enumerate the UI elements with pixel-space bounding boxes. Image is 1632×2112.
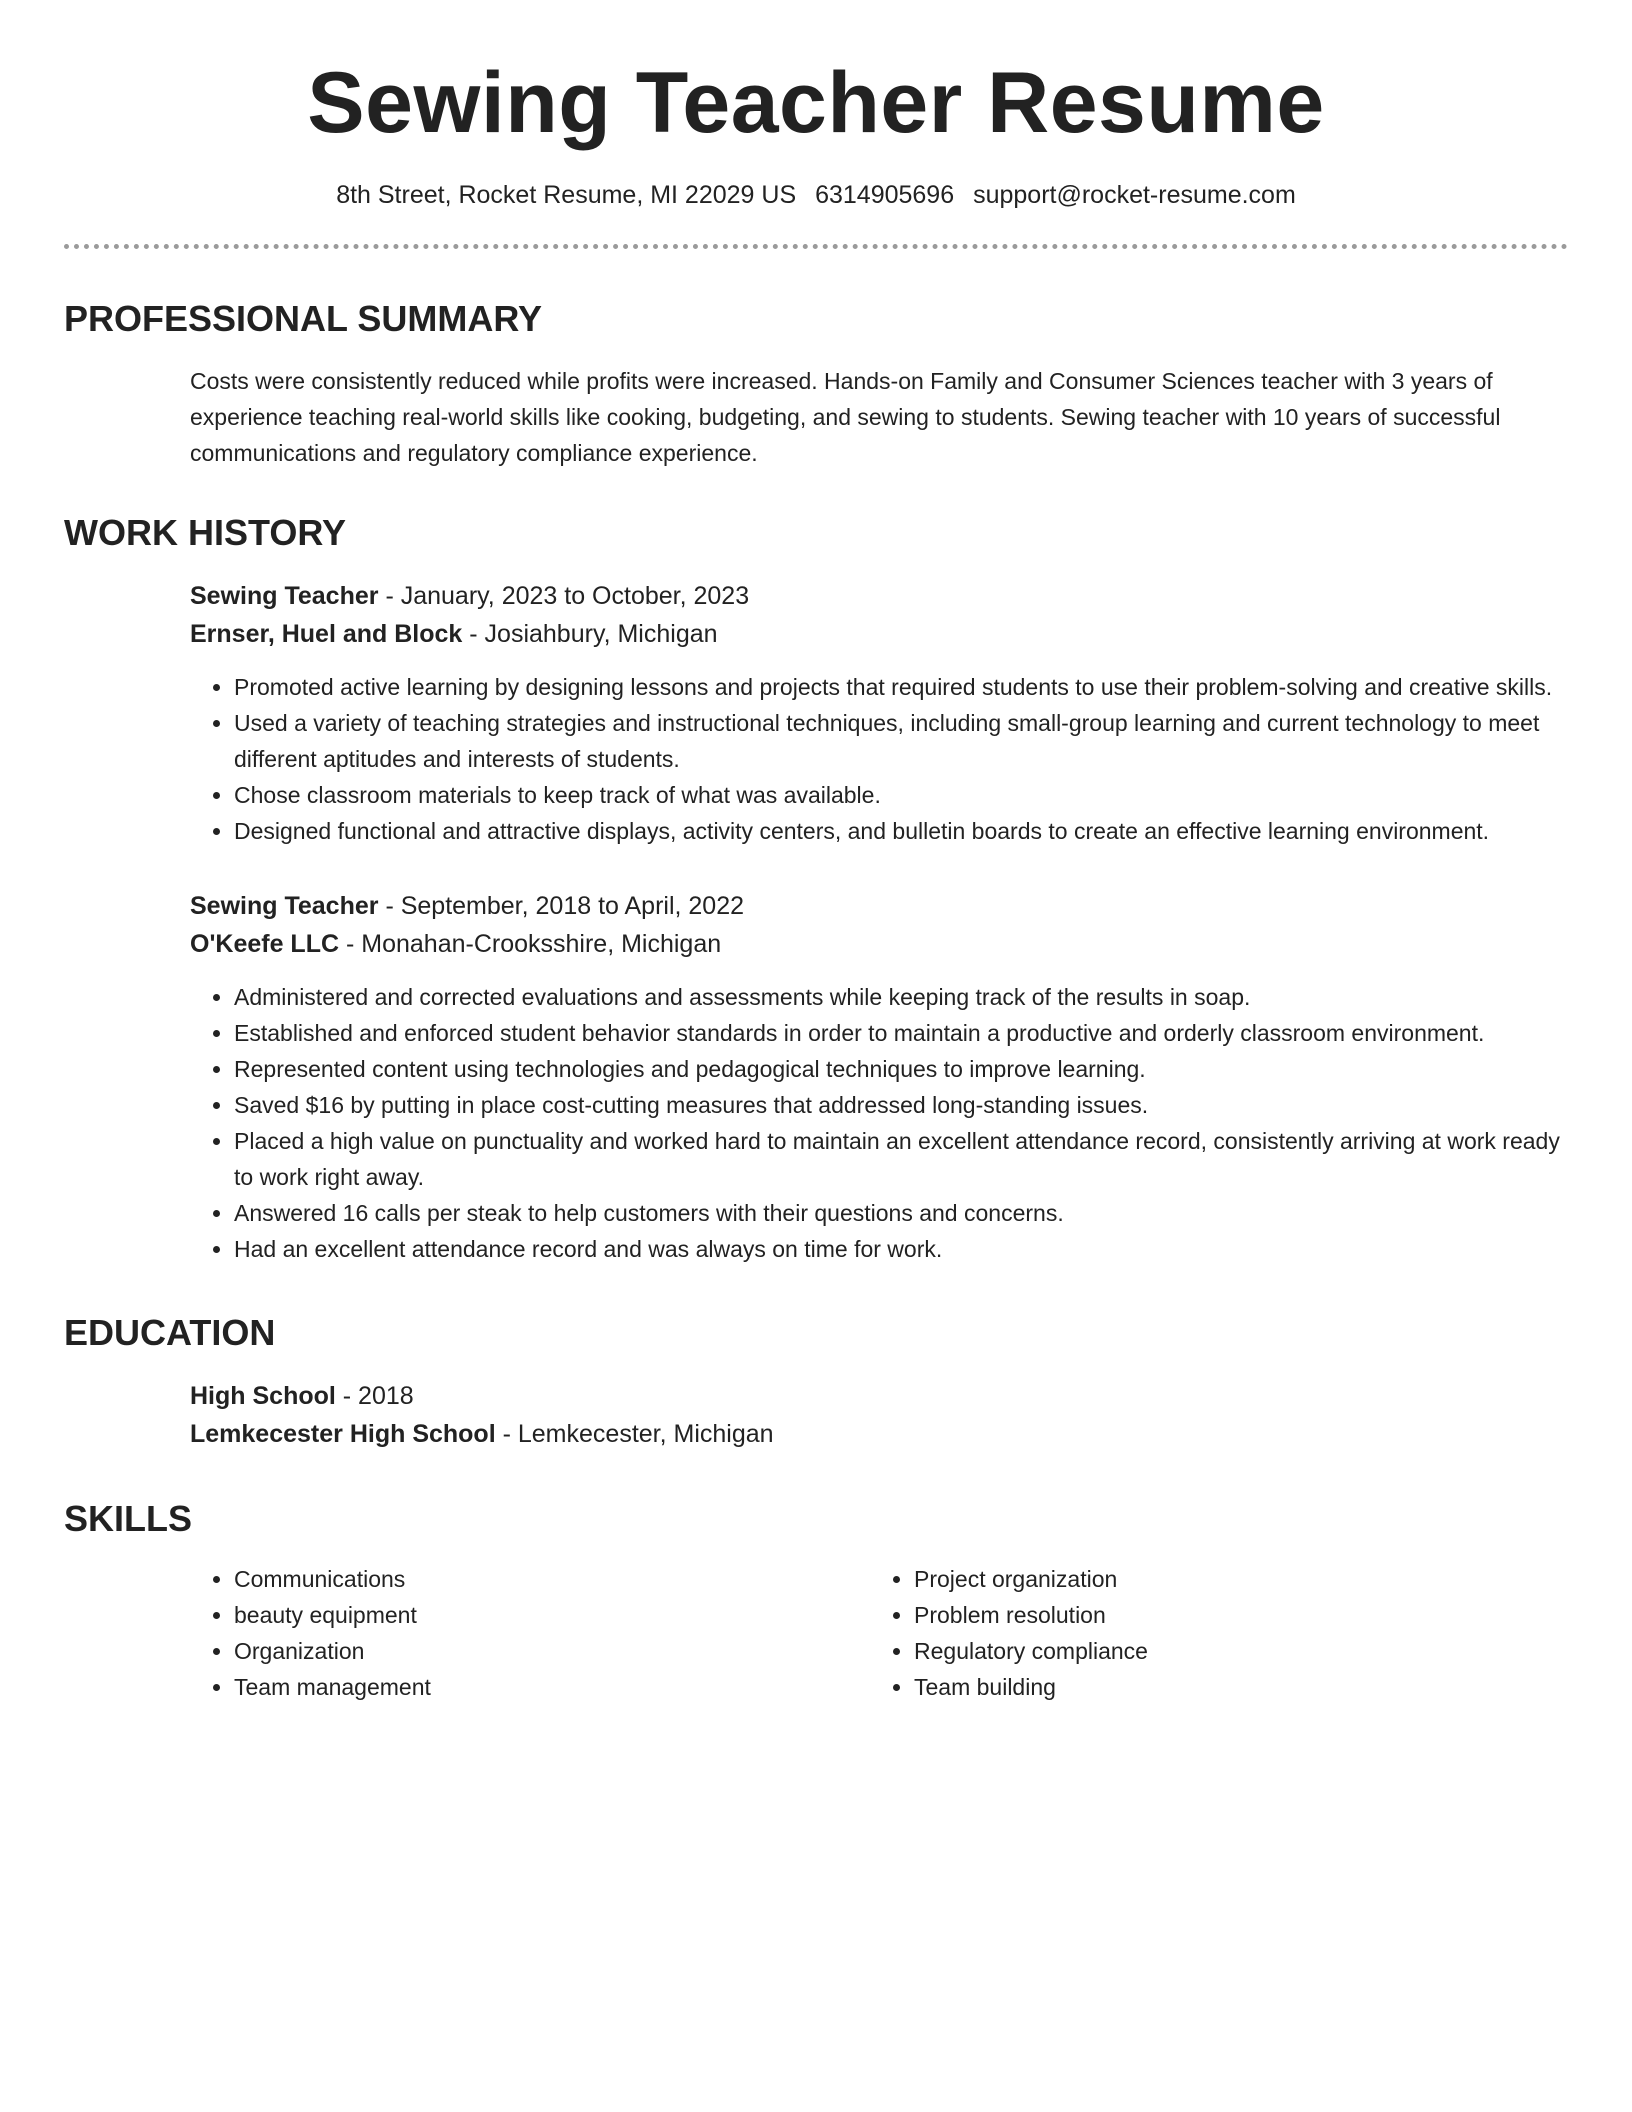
education-degree: High School xyxy=(190,1382,336,1410)
contact-phone: 6314905696 xyxy=(815,181,955,209)
job-company-line xyxy=(190,615,1568,653)
skill-item: • Problem resolution xyxy=(914,1597,1470,1633)
job-bullet: • Used a variety of teaching strategies and instructional techniques, including small-group learning and current technology to meet different aptitudes and interests of students. xyxy=(234,705,1568,777)
skills-list-right xyxy=(870,1561,1470,1705)
contact-line xyxy=(64,180,1568,210)
education-year: - 2018 xyxy=(335,1382,414,1410)
education-section xyxy=(190,1377,1568,1453)
job-location: - Monahan-Crooksshire, Michigan xyxy=(339,930,722,958)
job-company: O'Keefe LLC xyxy=(190,930,340,958)
job-company-line xyxy=(190,925,1568,963)
job-dates: - January, 2023 to October, 2023 xyxy=(378,582,750,610)
skill-item: • Organization xyxy=(234,1633,870,1669)
skills-list-left xyxy=(190,1561,870,1705)
summary-text: Costs were consistently reduced while profits were increased. Hands-on Family and Consumer Sciences teacher with 3 years of experience teaching real-world skills like cooking, budgeting, and sewing to students. Sewing teacher with 10 years of successful communications and regulatory compliance experience. xyxy=(190,368,1501,466)
education-location: - Lemkecester, Michigan xyxy=(495,1420,774,1448)
summary-section xyxy=(190,363,1568,471)
work-section xyxy=(190,577,1568,1267)
job-bullet: • Administered and corrected evaluations and assessments while keeping track of the results in soap. xyxy=(234,979,1568,1015)
section-title-work: WORK HISTORY xyxy=(64,512,347,553)
contact-address: 8th Street, Rocket Resume, MI 22029 US xyxy=(336,181,797,209)
job-role: Sewing Teacher xyxy=(190,582,379,610)
skill-item: • Project organization xyxy=(914,1561,1470,1597)
job-bullet: • Saved $16 by putting in place cost-cutting measures that addressed long-standing issues. xyxy=(234,1087,1568,1123)
job-bullet: • Designed functional and attractive displays, activity centers, and bulletin boards to create an effective learning environment. xyxy=(234,813,1568,849)
header-divider xyxy=(64,244,1568,249)
skill-item: • Team building xyxy=(914,1669,1470,1705)
education-degree-line xyxy=(190,1377,1568,1415)
job-bullets xyxy=(190,979,1568,1267)
job-bullet: • Answered 16 calls per steak to help customers with their questions and concerns. xyxy=(234,1195,1568,1231)
skill-item: • Team management xyxy=(234,1669,870,1705)
job-role-line xyxy=(190,577,1568,615)
job-location: - Josiahbury, Michigan xyxy=(462,620,718,648)
education-school-line xyxy=(190,1415,1568,1453)
job-bullet: • Established and enforced student behavior standards in order to maintain a productive and orderly classroom environment. xyxy=(234,1015,1568,1051)
job-entry xyxy=(190,577,1568,849)
section-title-summary: PROFESSIONAL SUMMARY xyxy=(64,298,543,339)
section-title-education: EDUCATION xyxy=(64,1312,276,1353)
job-bullet: • Represented content using technologies and pedagogical techniques to improve learning. xyxy=(234,1051,1568,1087)
education-school: Lemkecester High School xyxy=(190,1420,496,1448)
job-company: Ernser, Huel and Block xyxy=(190,620,463,648)
resume-title: Sewing Teacher Resume xyxy=(307,55,1325,151)
job-role-line xyxy=(190,887,1568,925)
skill-item: • Communications xyxy=(234,1561,870,1597)
job-bullet: • Placed a high value on punctuality and worked hard to maintain an excellent attendance record, consistently arriving at work ready to work right away. xyxy=(234,1123,1568,1195)
job-bullet: • Chose classroom materials to keep track of what was available. xyxy=(234,777,1568,813)
job-entry xyxy=(190,887,1568,1267)
contact-email: support@rocket-resume.com xyxy=(973,181,1296,209)
skill-item: • Regulatory compliance xyxy=(914,1633,1470,1669)
skills-section xyxy=(190,1561,1568,1705)
skill-item: • beauty equipment xyxy=(234,1597,870,1633)
job-dates: - September, 2018 to April, 2022 xyxy=(378,892,745,920)
job-role: Sewing Teacher xyxy=(190,892,379,920)
job-bullet: • Promoted active learning by designing lessons and projects that required students to use their problem-solving and creative skills. xyxy=(234,669,1568,705)
job-bullet: • Had an excellent attendance record and was always on time for work. xyxy=(234,1231,1568,1267)
section-title-skills: SKILLS xyxy=(64,1498,193,1539)
job-bullets xyxy=(190,669,1568,849)
